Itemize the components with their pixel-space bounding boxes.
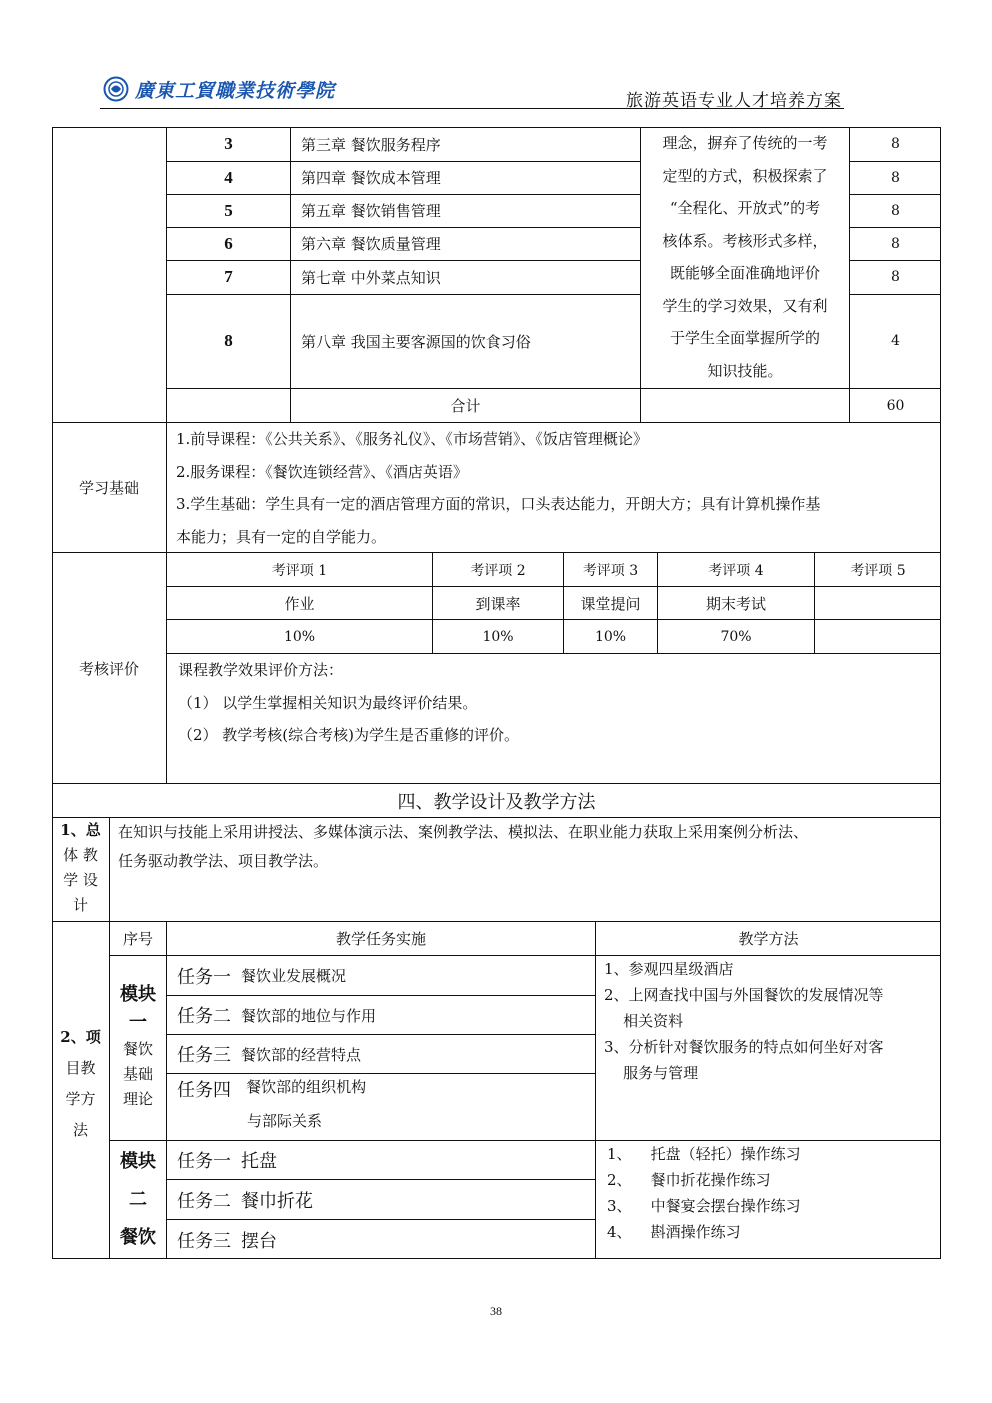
task-row: 任务二 餐饮部的地位与作用: [177, 1006, 377, 1027]
chapter-no: 7: [224, 267, 233, 286]
learning-basis-label: 学习基础: [78, 479, 139, 497]
school-name: 廣東工貿職業技術學院: [135, 79, 336, 102]
eval-item: [815, 587, 941, 619]
chapter-no: 6: [224, 233, 233, 253]
chapter-hours: 8: [891, 235, 900, 252]
evaluation-method: 课程教学效果评价方法： （1） 以学生掌握相关知识为最终评价结果。 （2） 教学考核(综合考核)为学生是否重修的评价。: [178, 661, 520, 744]
eval-item: 课堂提问: [580, 594, 641, 613]
school-logo: [103, 74, 335, 104]
section-title: 四、教学设计及教学方法: [397, 791, 596, 813]
header-divider: [100, 108, 844, 109]
eval-header: 考评项 5: [850, 562, 906, 579]
chapter-hours: 8: [891, 202, 900, 219]
chapter-name: 第七章 中外菜点知识: [301, 268, 441, 287]
eval-header: 考评项 2: [470, 562, 526, 579]
task-row: 任务一 托盘: [177, 1151, 277, 1172]
chapter-no: 5: [224, 200, 233, 220]
chapter-name: 第四章 餐饮成本管理: [301, 169, 441, 187]
learning-basis-content: 1.前导课程：《公共关系》、《服务礼仪》、《市场营销》、《饭店管理概论》 2.服务课程：《餐饮连锁经营》、《酒店英语》 3.学生基础：学生具有一定的酒店管理方面的常识，口头表达能力，开朗大方；具有计算机操作基 本能力；具有一定的自学能力。: [176, 430, 821, 546]
chapter-hours: 8: [891, 269, 900, 285]
eval-weight: 10%: [594, 628, 627, 645]
page-number: 38: [490, 1304, 502, 1318]
chapter-no: 8: [224, 331, 233, 350]
task-row: 任务二 餐巾折花: [177, 1190, 313, 1212]
task-row: 任务三 餐饮部的经营特点: [177, 1045, 362, 1066]
curriculum-table: [52, 127, 941, 1259]
chapter-name: 第六章 餐饮质量管理: [301, 235, 441, 253]
eval-item: 到课率: [475, 594, 521, 613]
total-hours: 60: [886, 397, 905, 414]
col-header-no: 序号: [122, 930, 153, 948]
chapter-hours: 8: [891, 136, 900, 152]
task-row: 任务一 餐饮业发展概况: [177, 966, 347, 988]
module-2-methods: 1、 托盘（轻托）操作练习 2、 餐巾折花操作练习 3、 中餐宴会摆台操作练习 4、 斟酒操作练习: [607, 1145, 801, 1241]
eval-weight: [815, 620, 941, 653]
eval-item: 期末考试: [705, 594, 766, 613]
total-label: 合计: [450, 397, 481, 415]
eval-weight: 10%: [482, 628, 514, 645]
task-row: 任务四 餐饮部的组织机构 与部际关系: [177, 1078, 367, 1130]
eval-item: 作业: [284, 594, 315, 613]
module-1-methods: 1、参观四星级酒店 2、上网查找中国与外国餐饮的发展情况等 相关资料 3、分析针对餐饮服务的特点如何坐好对客 服务与管理: [604, 960, 884, 1082]
eval-weight: 70%: [720, 628, 752, 645]
school-emblem-icon: [103, 76, 129, 102]
eval-header: 考评项 1: [271, 562, 328, 579]
chapter-hours: 8: [891, 169, 900, 186]
col-header-method: 教学方法: [738, 930, 799, 948]
chapter-name: 第五章 餐饮销售管理: [301, 202, 441, 220]
document-title: 旅游英语专业人才培养方案: [626, 91, 842, 111]
chapter-name: 第三章 餐饮服务程序: [301, 135, 441, 154]
module-1-label: 模块 一 餐饮 基础 理论: [120, 984, 156, 1108]
assessment-note: 理念，摒弃了传统的一考 定型的方式，积极探索了 “全程化、开放式”的考 核体系。考核形式多样， 既能够全面准确地评价 学生的学习效果，又有利 于学生全面掌握所学的 知识技能。: [662, 134, 828, 380]
overall-design-content: 在知识与技能上采用讲授法、多媒体演示法、案例教学法、模拟法、在职业能力获取上采用案例分析法、 任务驱动教学法、项目教学法。: [118, 823, 809, 870]
task-row: 任务三 摆台: [177, 1230, 277, 1252]
eval-header: 考评项 3: [582, 562, 639, 579]
eval-weight: 10%: [283, 628, 316, 645]
chapter-name: 第八章 我国主要客源国的饮食习俗: [301, 332, 531, 351]
col-header-task: 教学任务实施: [335, 930, 426, 948]
eval-header: 考评项 4: [708, 562, 764, 579]
module-2-label: 模块 二 餐饮: [120, 1151, 156, 1248]
evaluation-label: 考核评价: [78, 659, 139, 678]
chapter-no: 4: [224, 167, 233, 187]
chapter-hours: 4: [891, 333, 900, 349]
overall-design-label: 1、总 体 教 学 设 计: [60, 821, 101, 914]
chapter-no: 3: [224, 134, 233, 153]
project-method-label: 2、项 目教 学方 法: [60, 1028, 101, 1139]
